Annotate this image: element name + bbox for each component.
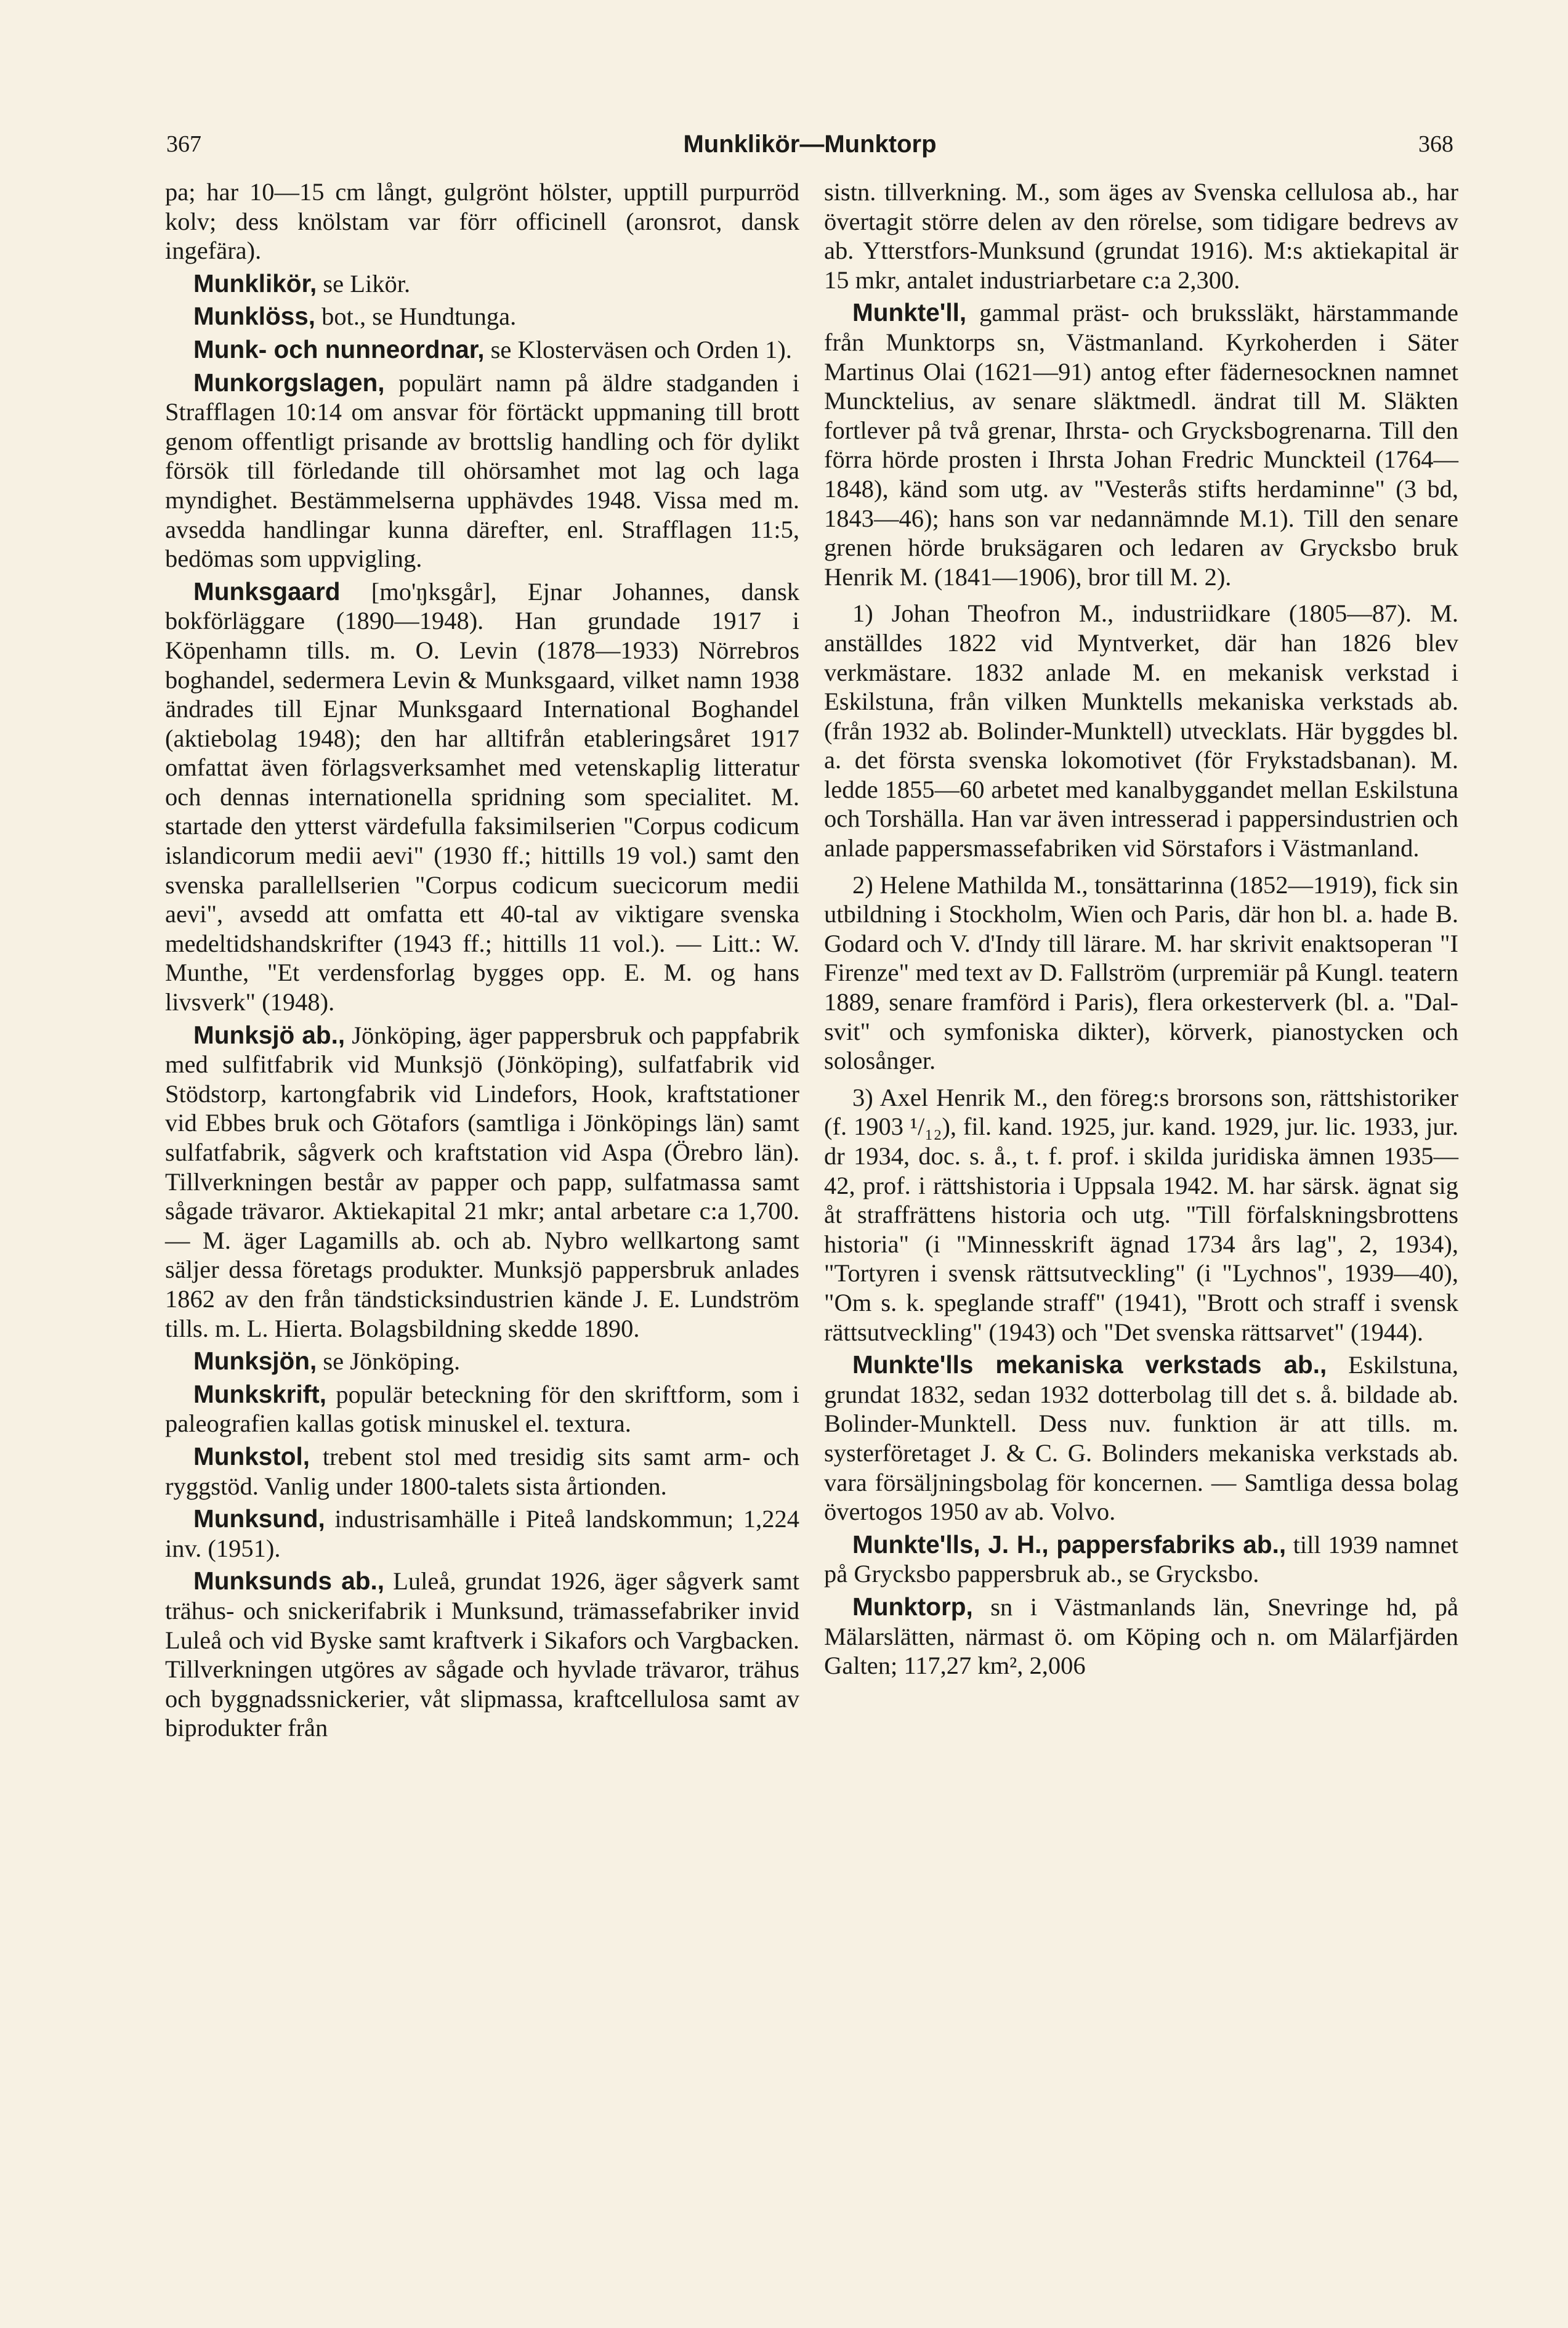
- entry-text: pa; har 10—15 cm långt, gulgrönt hölster, upptill purpurröd kolv; dess knölstam var förr officinell (aronsrot, dansk ingefära).: [165, 178, 799, 265]
- entry-text: 2) Helene Mathilda M., tonsättarinna (1852—1919), fick sin utbildning i Stockholm, Wien och Paris, där hon bl. a. hade B. Godard och V. d'Indy till lärare. M. har skrivit enaktsoperan "I Firenze" med text av D. Fallström (urpremiär på Kungl. teatern 1889, senare framförd i Paris), flera orkesterverk (bl. a. "Dal-svit" och symfoniska dikter), körverk, pianostycken och solosånger.: [824, 870, 1458, 1075]
- entry-text: Jönköping, äger pappersbruk och pappfabrik med sulfitfabrik vid Munksjö (Jönköping), sulfatfabrik vid Stödstorp, kartongfabrik vid Lindefors, Hook, kraftstationer vid Ebbes bruk och Götafors (samtliga i Jönköpings län) samt sulfatfabrik, sågverk och kraftstation vid Aspa (Örebro län). Tillverkningen består av papper och papp, sulfatmassa samt sågade trävaror. Aktiekapital 21 mkr; antal arbetare c:a 1,700. — M. äger Lagamills ab. och ab. Nybro wellkartong samt säljer dessa företags produkter. Munksjö pappersbruk anlades 1862 av den från tändsticksindustrien kände J. E. Lundström tills. m. L. Hierta. Bolagsbildning skedde 1890.: [165, 1021, 799, 1342]
- dictionary-entry: [824, 1083, 1458, 1347]
- dictionary-entry: [824, 177, 1458, 294]
- left-column: [165, 177, 799, 1746]
- right-column: [824, 177, 1458, 1684]
- entry-text: se Klosterväsen och Orden 1).: [484, 335, 792, 363]
- entry-headword: Munksunds ab.,: [193, 1567, 385, 1596]
- entry-headword: Munk- och nunneordnar,: [193, 335, 485, 363]
- entry-headword: Munksund,: [193, 1504, 325, 1533]
- entry-text: populär beteckning för den skriftform, som i paleografien kallas gotisk minuskel el. textura.: [165, 1380, 799, 1438]
- entry-headword: Munklikör,: [193, 269, 317, 298]
- entry-headword: Munkskrift,: [193, 1379, 327, 1408]
- dictionary-entry: [165, 269, 799, 299]
- entry-text: Eskilstuna, grundat 1832, sedan 1932 dotterbolag till det s. å. bildade ab. Bolinder-Munktell. Dess nuv. funktion är att tills. m. systerföretaget J. & C. G. Bolinders mekaniska verkstads ab. vara försäljningsbolag för koncernen. — Samtliga dessa bolag övertogos 1950 av ab. Volvo.: [824, 1351, 1459, 1526]
- page-header: [166, 131, 1453, 168]
- entry-headword: Munktorp,: [852, 1592, 973, 1621]
- dictionary-entry: [824, 870, 1458, 1076]
- entry-headword: Munkte'lls mekaniska verkstads ab.,: [852, 1350, 1327, 1379]
- entry-headword: Munksjö ab.,: [193, 1020, 346, 1049]
- dictionary-entry: [165, 1567, 799, 1743]
- dictionary-entry: [165, 177, 799, 266]
- entry-text: sistn. tillverkning. M., som äges av Svenska cellulosa ab., har övertagit större delen av den rörelse, som tidigare bedrevs av ab. Ytterstfors-Munksund (grundat 1916). M:s aktiekapital är 15 mkr, antalet industriarbetare c:a 2,300.: [824, 178, 1458, 294]
- dictionary-entry: [824, 1592, 1458, 1681]
- entry-text: populärt namn på äldre stadganden i Strafflagen 10:14 om ansvar för förtäckt uppmaning till brott genom offentligt prisande av brottslig handling och för dylikt försök till förledande till ohörsamhet mot lag och laga myndighet. Bestämmelserna upphävdes 1948. Vissa med m. avsedda handlingar kunna därefter, enl. Strafflagen 11:5, bedömas som uppvigling.: [165, 368, 799, 573]
- dictionary-entry: [824, 1530, 1458, 1589]
- entry-text: gammal präst- och brukssläkt, härstammande från Munktorps sn, Västmanland. Kyrkoherden i Säter Martinus Olai (1621—91) antog efter fädernesocknen namnet Muncktelius, av senare släktmedl. ändrat till M. Släkten fortlever på två grenar, Ihrsta- och Grycksbogrenarna. Till den förra hörde prosten i Ihrsta Johan Fredric Munckteil (1764—1848), känd som utg. av "Vesterås stifts herdaminne" (3 bd, 1843—46); hans son var nedannämnde M.1). Till den senare grenen hörde bruksägaren och ledaren av Grycksbo bruk Henrik M. (1841—1906), bror till M. 2).: [824, 299, 1458, 591]
- dictionary-entry: [165, 577, 799, 1017]
- dictionary-entry: [824, 1350, 1458, 1527]
- dictionary-entry: [165, 1347, 799, 1376]
- page-number-left: 367: [166, 131, 201, 157]
- dictionary-entry: [165, 1442, 799, 1501]
- entry-headword: Munksgaard: [193, 577, 341, 606]
- running-title: Munklikör—Munktorp: [683, 131, 937, 158]
- dictionary-entry: [165, 302, 799, 331]
- entry-text: 3) Axel Henrik M., den föreg:s brorsons son, rättshistoriker (f. 1903 ¹/₁₂), fil. kand. 1925, jur. kand. 1929, jur. lic. 1933, jur. dr 1934, doc. s. å., t. f. prof. i skilda juridiska ämnen 1935—42, prof. i rättshistoria i Uppsala 1942. M. har särsk. ägnat sig åt straffrättens historia och utg. "Till förfalskningsbrottens historia" (i "Minnesskrift ägnad 1734 års lag", 2, 1934), "Tortyren i svensk rättsutveckling" (i "Lychnos", 1939—40), "Om s. k. speglande straff" (1941), "Brott och straff i svensk rättsutveckling" (1943) och "Det svenska rättsarvet" (1944).: [824, 1083, 1458, 1346]
- entry-text: Luleå, grundat 1926, äger sågverk samt trähus- och snickerifabrik i Munksund, trämassefabriker invid Luleå och vid Byske samt kraftverk i Sikafors och Vargbacken. Tillverkningen utgöres av sågade och hyvlade trävaror, trähus och byggnadssnickerier, våt slipmassa, kraftcellulosa samt av biprodukter från: [165, 1567, 799, 1742]
- entry-headword: Munkte'lls, J. H., pappersfabriks ab.,: [852, 1530, 1287, 1559]
- entry-text: [mo'ŋksgår], Ejnar Johannes, dansk bokförläggare (1890—1948). Han grundade 1917 i Köpenhamn tills. m. O. Levin (1878—1933) Nörrebros boghandel, sedermera Levin & Munksgaard, vilket namn 1938 ändrades till Ejnar Munksgaard International Boghandel (aktiebolag 1948); den har alltifrån etableringsåret 1917 omfattat även förlagsverksamhet med vetenskaplig litteratur och dennas internationella spridning som specialitet. M. startade den ytterst värdefulla faksimilserien "Corpus codicum islandicorum medii aevi" (1930 ff.; hittills 19 vol.) samt den svenska parallellserien "Corpus codicum suecicorum medii aevi", avsedd att omfatta ett 40-tal av viktigare svenska medeltidshandskrifter (1943 ff.; hittills 11 vol.). — Litt.: W. Munthe, "Et verdensforlag bygges opp. E. M. og hans livsverk" (1948).: [165, 577, 799, 1016]
- entry-text: industrisamhälle i Piteå landskommun; 1,224 inv. (1951).: [165, 1505, 799, 1562]
- entry-text: trebent stol med tresidig sits samt arm- och ryggstöd. Vanlig under 1800-talets sista årtionden.: [165, 1442, 799, 1500]
- entry-text: se Likör.: [317, 269, 411, 298]
- entry-text: se Jönköping.: [317, 1347, 461, 1376]
- entry-headword: Munksjön,: [193, 1347, 317, 1376]
- dictionary-entry: [824, 298, 1458, 591]
- entry-text: sn i Västmanlands län, Snevringe hd, på Mälarslätten, närmast ö. om Köping och n. om Mälarfjärden Galten; 117,27 km², 2,006: [824, 1592, 1458, 1680]
- entry-headword: Munkstol,: [193, 1442, 310, 1470]
- dictionary-entry: [165, 1380, 799, 1438]
- dictionary-entry: [824, 599, 1458, 862]
- dictionary-entry: [165, 1504, 799, 1563]
- entry-headword: Munklöss,: [193, 302, 316, 331]
- entry-headword: Munkte'll,: [852, 298, 967, 327]
- dictionary-entry: [165, 368, 799, 574]
- entry-text: 1) Johan Theofron M., industriidkare (1805—87). M. anställdes 1822 vid Myntverket, där han 1826 blev verkmästare. 1832 anlade M. en mekanisk verkstad i Eskilstuna, från vilken Munktells mekaniska verkstads ab. (från 1932 ab. Bolinder-Munktell) utvecklats. Här byggdes bl. a. det första svenska lokomotivet (för Frykstadsbanan). M. ledde 1855—60 arbetet med kanalbyggandet mellan Eskilstuna och Torshälla. Han var även intresserad i pappersindustrien och anlade pappersmassefabriken vid Sörstafors i Västmanland.: [824, 599, 1458, 862]
- entry-text: bot., se Hundtunga.: [315, 302, 517, 331]
- dictionary-entry: [165, 1021, 799, 1344]
- dictionary-entry: [165, 335, 799, 365]
- entry-text: till 1939 namnet på Grycksbo pappersbruk ab., se Grycksbo.: [824, 1530, 1458, 1588]
- page-number-right: 368: [1418, 131, 1453, 157]
- entry-headword: Munkorgslagen,: [193, 368, 385, 397]
